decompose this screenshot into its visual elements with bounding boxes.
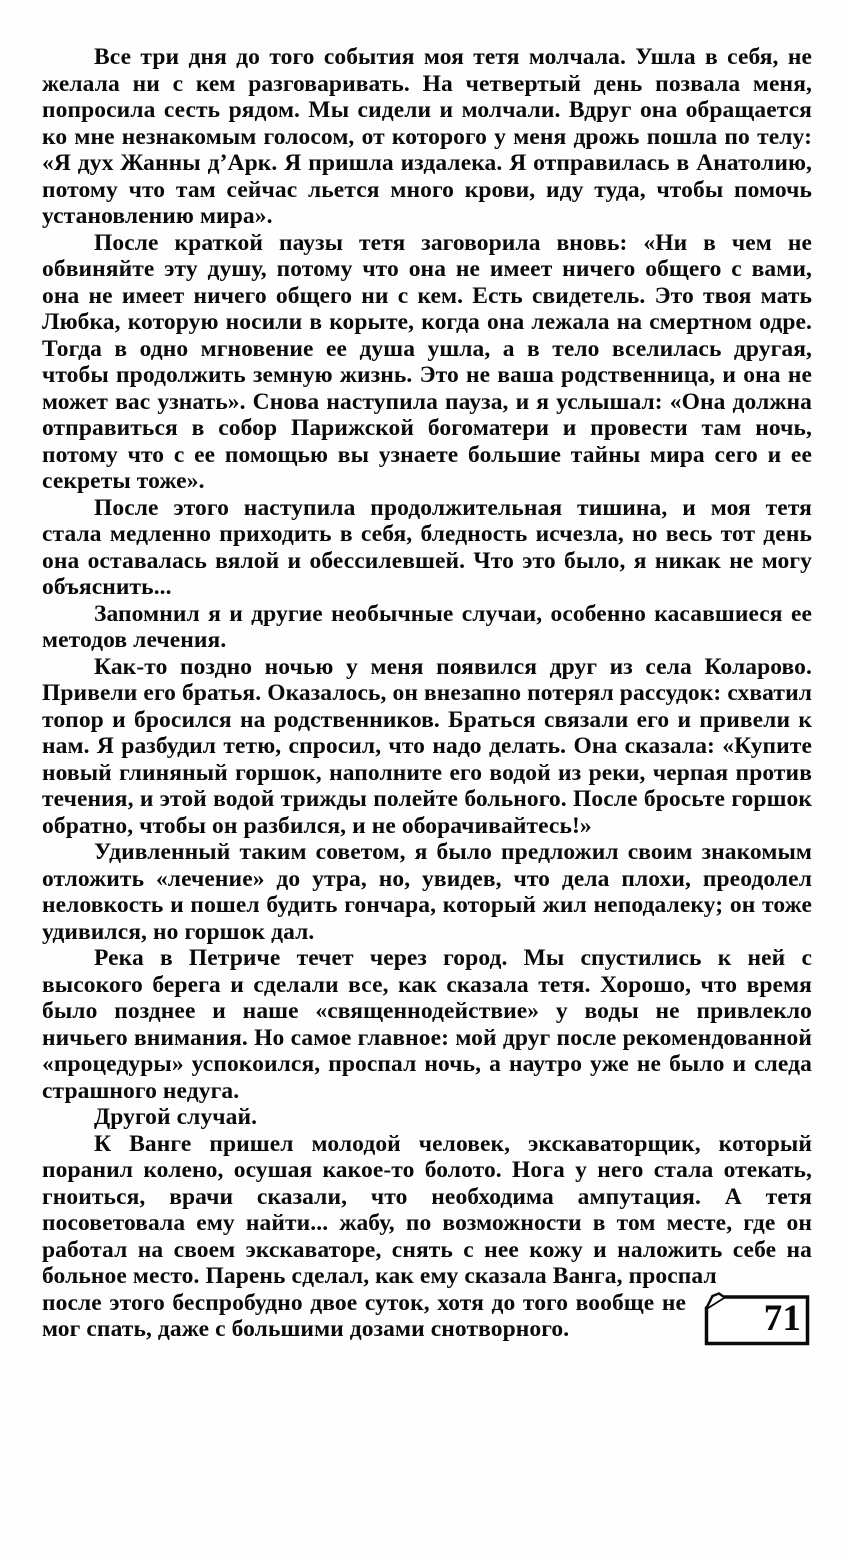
- paragraph-6: Удивленный таким советом, я было предложил своим знакомым отложить «лечение» до утра, но, увидев, что дела плохи, преодолел неловкость и пошел будить гончара, который жил неподалеку; он тоже удивился, но горшок дал.: [42, 839, 812, 945]
- paragraph-2: После краткой паузы тетя заговорила вновь: «Ни в чем не обвиняйте эту душу, потому что она не имеет ничего общего с вами, она не имеет ничего общего ни с кем. Есть свидетель. Это твоя мать Любка, которую носили в корыте, когда она лежала на смертном одре. Тогда в одно мгновение ее душа ушла, а в тело вселилась другая, чтобы продолжить земную жизнь. Это не ваша родственница, и она не может вас узнать». Снова наступила пауза, и я услышал: «Она должна отправиться в собор Парижской богоматери и провести там ночь, потому что с ее помощью вы узнаете большие тайны мира сего и ее секреты тоже».: [42, 229, 812, 494]
- paragraph-3: После этого наступила продолжительная тишина, и моя тетя стала медленно приходить в себя, бледность исчезла, но весь тот день она оставалась вялой и обессилевшей. Что это было, я никак не могу объяснить...: [42, 494, 812, 600]
- paragraph-9-end: после этого беспробудно двое суток, хотя до того вообще не мог спать, даже с большими дозами снотворного.: [42, 1289, 686, 1342]
- page-number: 71: [763, 1297, 801, 1339]
- paragraph-7: Река в Петриче течет через город. Мы спустились к ней с высокого берега и сделали все, как сказала тетя. Хорошо, что время было позднее и наше «священнодействие» у воды не привлекло ничьего внимания. Но самое главное: мой друг после рекомендованной «процедуры» успокоился, проспал ночь, а наутро уже не было и следа страшного недуга.: [42, 945, 812, 1104]
- paragraph-4: Запомнил я и другие необычные случаи, особенно касавшиеся ее методов лечения.: [42, 600, 812, 653]
- paragraph-5: Как-то поздно ночью у меня появился друг из села Коларово. Привели его братья. Оказалось, он внезапно потерял рассудок: схватил топор и бросился на родственников. Браться связали его и привели к нам. Я разбудил тетю, спросил, что надо делать. Она сказала: «Купите новый глиняный горшок, наполните его водой из реки, черпая против течения, и этой водой трижды полейте больного. После бросьте горшок обратно, чтобы он разбился, и не оборачивайтесь!»: [42, 653, 812, 839]
- page-number-badge: [702, 1292, 812, 1348]
- paragraph-8: Другой случай.: [94, 1104, 258, 1130]
- page-text: [42, 44, 812, 1348]
- paragraph-9-end-wrap: [42, 1290, 812, 1343]
- paragraph-9-start: К Ванге пришел молодой человек, экскаваторщик, который поранил колено, осушая какое-то болото. Нога у него стала отекать, гноиться, врачи сказали, что необходима ампутация. А тетя посоветовала ему найти... жабу, по возможности в том месте, где он работал на своем экскаваторе, снять с нее кожу и наложить себе на больное место. Парень сделал, как ему сказала Ванга, проспал: [42, 1130, 812, 1289]
- paragraph-1: Все три дня до того события моя тетя молчала. Ушла в себя, не желала ни с кем разговаривать. На четвертый день позвала меня, попросила сесть рядом. Мы сидели и молчали. Вдруг она обращается ко мне незнакомым голосом, от которого у меня дрожь пошла по телу: «Я дух Жанны д’Арк. Я пришла издалека. Я отправилась в Анатолию, потому что там сейчас льется много крови, иду туда, чтобы помочь установлению мира».: [42, 44, 812, 229]
